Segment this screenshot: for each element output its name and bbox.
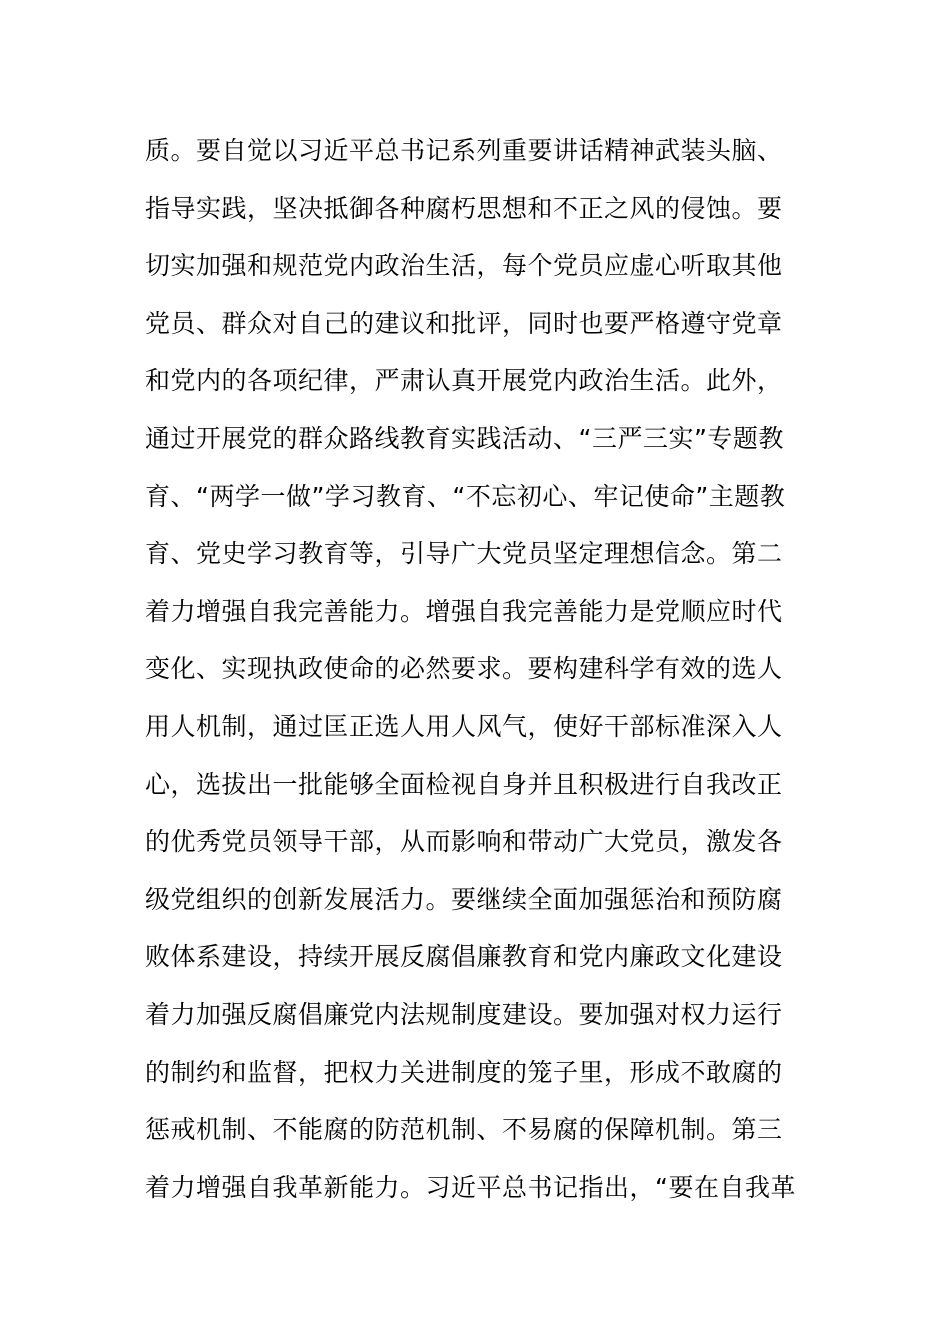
text-line: 指导实践，坚决抵御各种腐朽思想和不正之风的侵蚀。要 bbox=[145, 193, 783, 223]
text-line: 着力增强自我革新能力。习近平总书记指出，“要在自我革 bbox=[145, 1172, 796, 1202]
text-line: 的优秀党员领导干部，从而影响和带动广大党员，激发各 bbox=[145, 827, 783, 857]
text-line: 级党组织的创新发展活力。要继续全面加强惩治和预防腐 bbox=[145, 884, 783, 914]
text-line: 切实加强和规范党内政治生活，每个党员应虚心听取其他 bbox=[145, 251, 783, 281]
text-line: 惩戒机制、不能腐的防范机制、不易腐的保障机制。第三 bbox=[145, 1115, 783, 1145]
text-line: 心，选拔出一批能够全面检视自身并且积极进行自我改正 bbox=[145, 769, 783, 799]
text-line: 育、党史学习教育等，引导广大党员坚定理想信念。第二 bbox=[145, 539, 783, 569]
text-line: 用人机制，通过匡正选人用人风气，使好干部标准深入人 bbox=[145, 711, 783, 741]
text-line: 败体系建设，持续开展反腐倡廉教育和党内廉政文化建设 bbox=[145, 942, 783, 972]
text-line: 的制约和监督，把权力关进制度的笼子里，形成不敢腐的 bbox=[145, 1057, 783, 1087]
text-line: 通过开展党的群众路线教育实践活动、“三严三实”专题教 bbox=[145, 423, 784, 453]
text-line: 质。要自觉以习近平总书记系列重要讲话精神武装头脑、 bbox=[145, 136, 783, 165]
text-line: 育、“两学一做”学习教育、“不忘初心、牢记使命”主题教 bbox=[145, 481, 786, 511]
body-text bbox=[145, 122, 815, 1216]
text-line: 着力加强反腐倡廉党内法规制度建设。要加强对权力运行 bbox=[145, 999, 783, 1029]
text-line: 党员、群众对自己的建议和批评，同时也要严格遵守党章 bbox=[145, 308, 783, 338]
text-line: 着力增强自我完善能力。增强自我完善能力是党顺应时代 bbox=[145, 596, 783, 626]
text-line: 和党内的各项纪律，严肃认真开展党内政治生活。此外， bbox=[145, 366, 783, 396]
text-line: 变化、实现执政使命的必然要求。要构建科学有效的选人 bbox=[145, 654, 783, 684]
